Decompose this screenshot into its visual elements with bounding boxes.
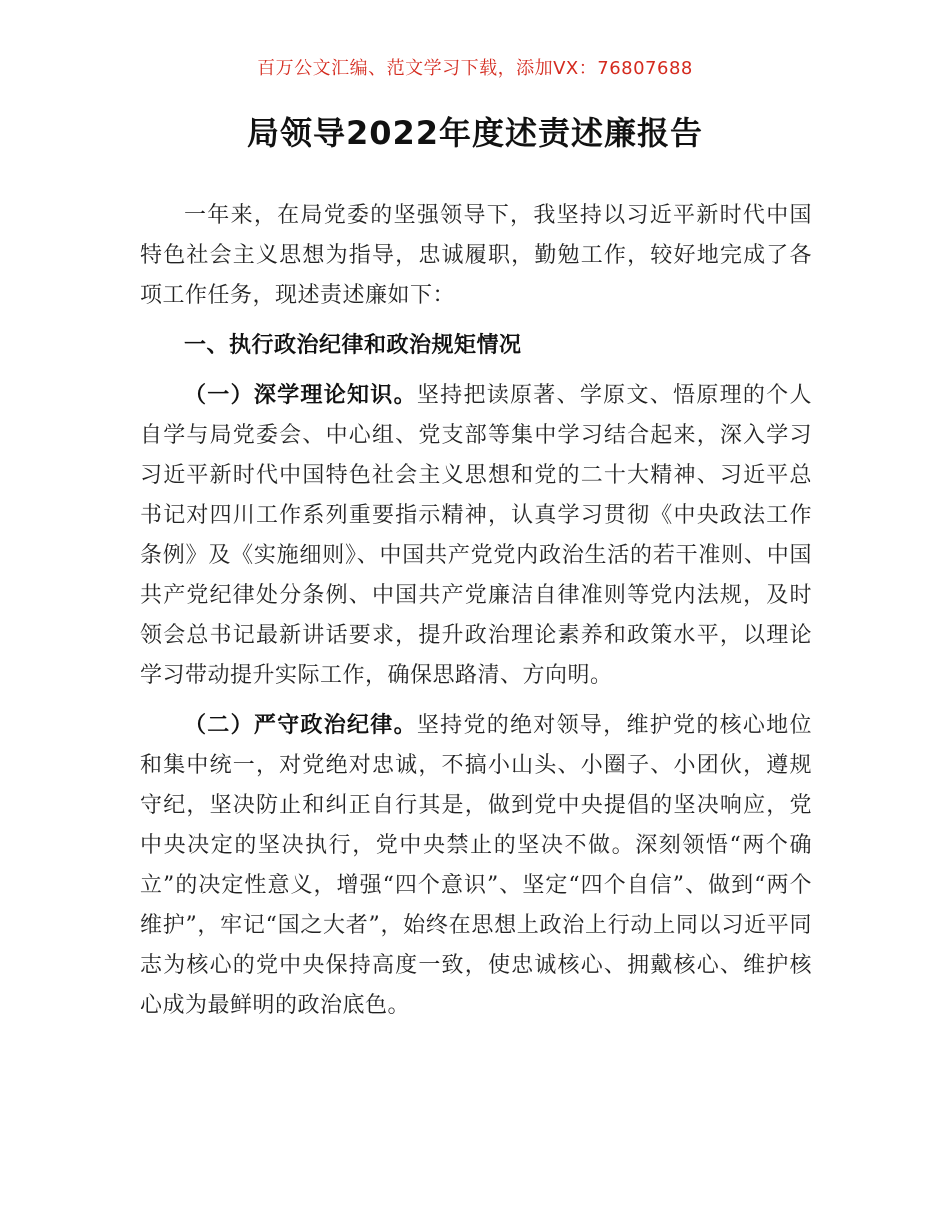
document-body <box>140 196 812 1036</box>
intro-paragraph: 一年来，在局党委的坚强领导下，我坚持以习近平新时代中国特色社会主义思想为指导，忠诚履职，勤勉工作，较好地完成了各项工作任务，现述责述廉如下： <box>140 203 812 308</box>
item-lead: （二）严守政治纪律。 <box>184 713 417 738</box>
item-lead: （一）深学理论知识。 <box>184 383 417 408</box>
section-item-paragraph <box>140 706 812 1026</box>
item-text: 坚持把读原著、学原文、悟原理的个人自学与局党委会、中心组、党支部等集中学习结合起来，深入学习习近平新时代中国特色社会主义思想和党的二十大精神、习近平总书记对四川工作系列重要指示精神，认真学习贯彻《中央政法工作条例》及《实施细则》、中国共产党党内政治生活的若干准则、中国共产党纪律处分条例、中国共产党廉洁自律准则等党内法规，及时领会总书记最新讲话要求，提升政治理论素养和政策水平，以理论学习带动提升实际工作，确保思路清、方向明。 <box>140 383 812 688</box>
watermark-header: 百万公文汇编、范文学习下载，添加VX：76807688 <box>257 58 693 79</box>
section-item-paragraph <box>140 376 812 696</box>
section-heading: 一、执行政治纪律和政治规矩情况 <box>184 333 522 358</box>
document-title: 局领导2022年度述责述廉报告 <box>246 114 704 152</box>
item-text: 坚持党的绝对领导，维护党的核心地位和集中统一，对党绝对忠诚，不搞小山头、小圈子、小团伙，遵规守纪，坚决防止和纠正自行其是，做到党中央提倡的坚决响应，党中央决定的坚决执行，党中央禁止的坚决不做。深刻领悟“两个确立”的决定性意义，增强“四个意识”、坚定“四个自信”、做到“两个维护”，牢记“国之大者”，始终在思想上政治上行动上同以习近平同志为核心的党中央保持高度一致，使忠诚核心、拥戴核心、维护核心成为最鲜明的政治底色。 <box>140 713 813 1018</box>
